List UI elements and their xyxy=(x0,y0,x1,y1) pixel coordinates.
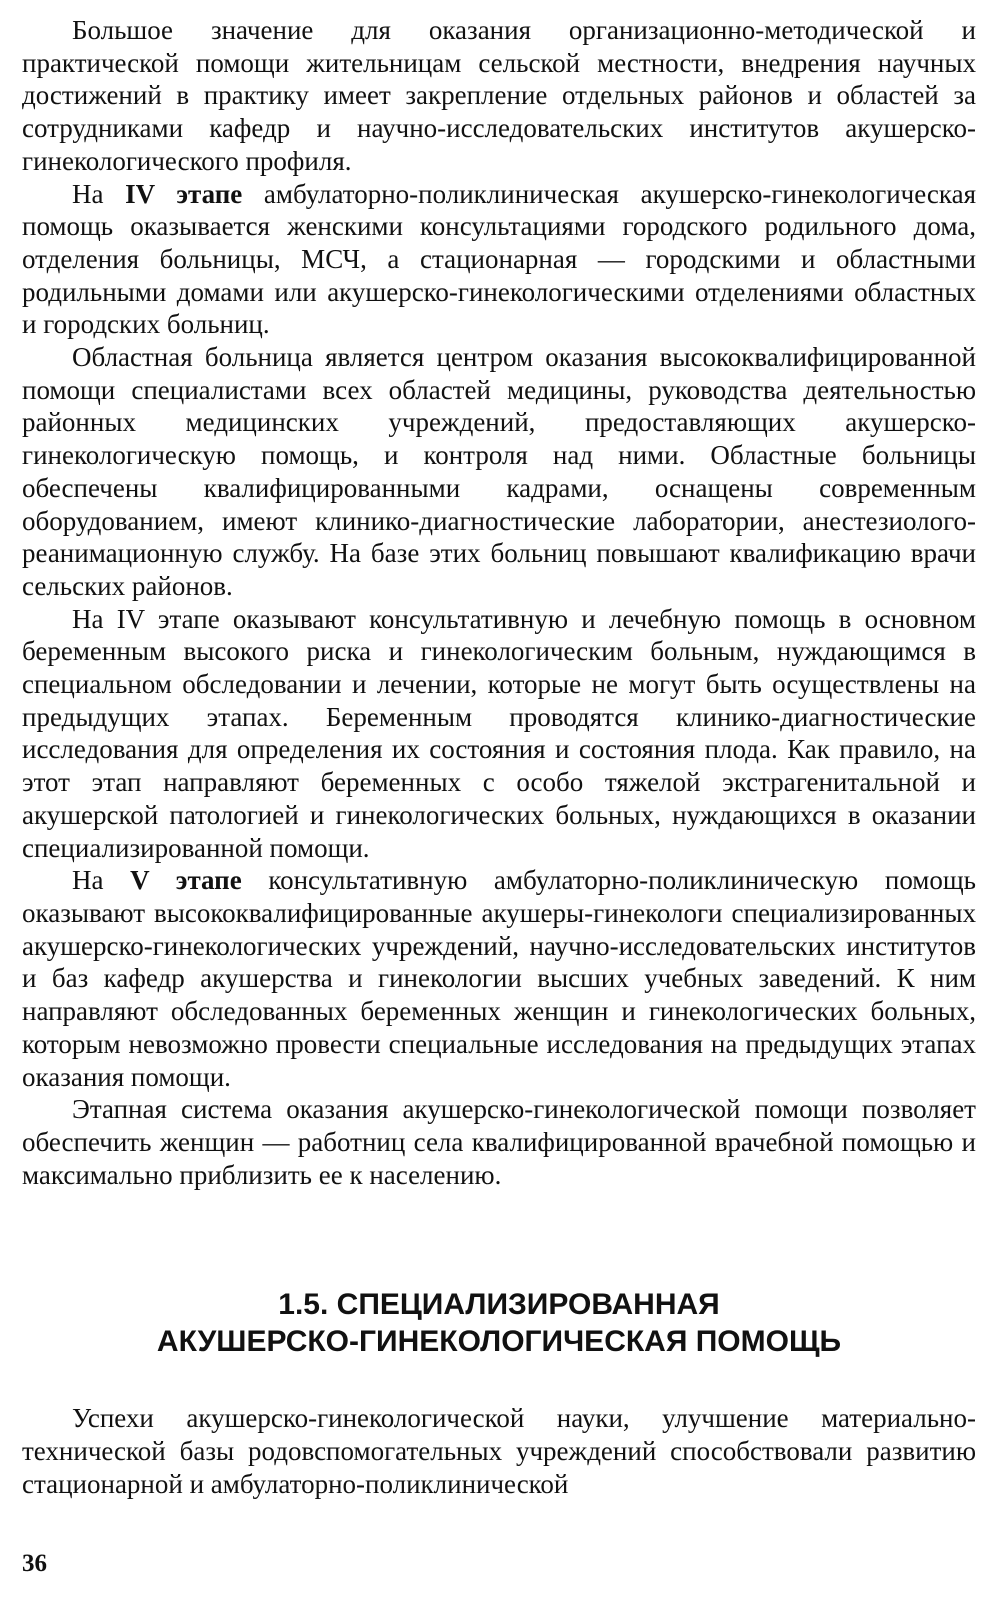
paragraph-7 xyxy=(22,1402,976,1500)
paragraph-2-text: амбулаторно-поликлиническая акушерско-гинекологическая помощь оказывается женскими консультациями городского родильного дома, отделения больницы, МСЧ, а стационарная — городскими и областными родильными домами или акушерско-гинекологическими отделениями областных и городских больниц. xyxy=(22,178,976,340)
paragraph-7-text: Успехи акушерско-гинекологической науки, улучшение материально-технической базы родовспомогательных учреждений способствовали развитию стационарной и амбулаторно-поликлинической xyxy=(22,1403,976,1499)
paragraph-1-text: Большое значение для оказания организационно-методической и практической помощи жительницам сельской местности, внедрения научных достижений в практику имеет закрепление отдельных районов и областей за сотрудниками кафедр и научно-исследовательских институтов акушерско-гинекологического профиля. xyxy=(22,15,976,176)
paragraph-5 xyxy=(22,864,976,1093)
paragraph-3-text: Областная больница является центром оказания высококвалифицированной помощи специалистами всех областей медицины, руководства деятельностью районных медицинских учреждений, предоставляющих акушерско-гинекологическую помощь, и контроля над ними. Областные больницы обеспечены квалифицированными кадрами, оснащены современным оборудованием, имеют клинико-диагностические лаборатории, анестезиолого-реанимационную службу. На базе этих больниц повышают квалификацию врачи сельских районов. xyxy=(22,342,976,601)
paragraph-3 xyxy=(22,341,976,603)
paragraph-2 xyxy=(22,178,976,342)
paragraph-4 xyxy=(22,603,976,865)
paragraph-5-text: консультативную амбулаторно-поликлиническую помощь оказывают высококвалифицированные акушеры-гинекологи специализированных акушерско-гинекологических учреждений, научно-исследовательских институтов и баз кафедр акушерства и гинекологии высших учебных заведений. К ним направляют обследованных беременных женщин и гинекологических больных, которым невозможно провести специальные исследования на предыдущих этапах оказания помощи. xyxy=(22,865,976,1092)
stage-v-bold: V этапе xyxy=(130,865,242,896)
paragraph-6 xyxy=(22,1093,976,1191)
paragraph-1 xyxy=(22,14,976,178)
paragraph-5-prefix: На xyxy=(72,865,131,896)
stage-iv-bold: IV этапе xyxy=(125,178,243,209)
page-body xyxy=(22,14,976,1500)
paragraph-4-text: На IV этапе оказывают консультативную и лечебную помощь в основном беременным высокого риска и гинекологическим больным, нуждающимся в специальном обследовании и лечении, которые не могут быть осуществлены на предыдущих этапах. Беременным проводятся клинико-диагностические исследования для определения их состояния и состояния плода. Как правило, на этот этап направляют беременных с особо тяжелой экстрагенитальной и акушерской патологией и гинекологических больных, нуждающихся в оказании специализированной помощи. xyxy=(22,603,976,863)
paragraph-2-prefix: На xyxy=(72,178,126,209)
section-heading-line-1: 1.5. СПЕЦИАЛИЗИРОВАННАЯ xyxy=(278,1288,720,1322)
paragraph-6-text: Этапная система оказания акушерско-гинекологической помощи позволяет обеспечить женщин — работниц села квалифицированной врачебной помощью и максимально приблизить ее к населению. xyxy=(22,1094,976,1190)
section-heading xyxy=(22,1286,976,1360)
page-number: 36 xyxy=(22,1550,47,1577)
section-heading-line-2: АКУШЕРСКО-ГИНЕКОЛОГИЧЕСКАЯ ПОМОЩЬ xyxy=(156,1325,842,1359)
